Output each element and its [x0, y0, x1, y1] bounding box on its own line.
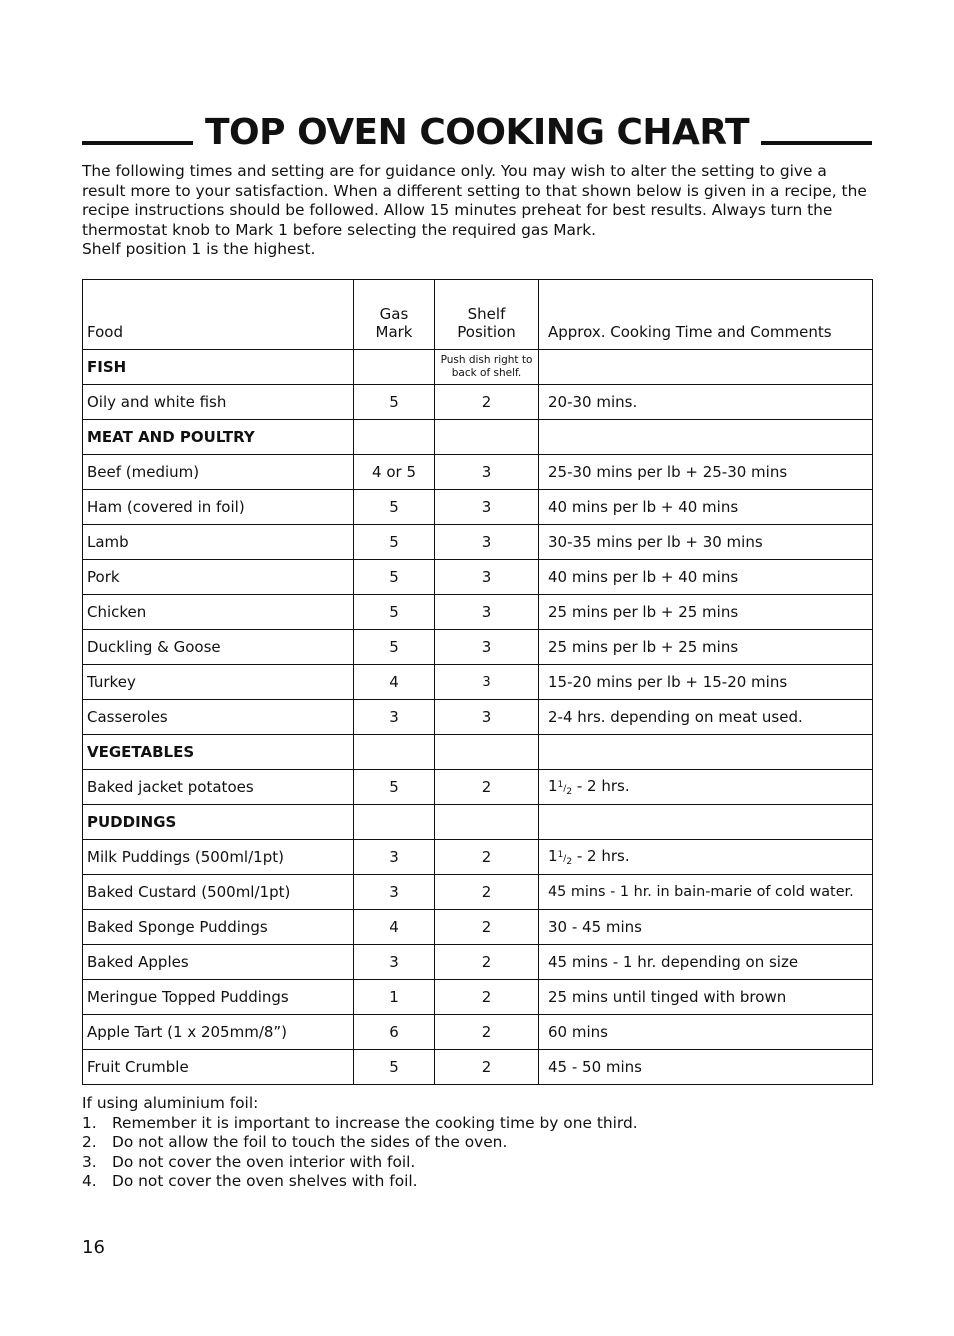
time-whole: 1: [548, 847, 558, 866]
header-shelf-position: [435, 280, 539, 350]
food-cell: Chicken: [83, 595, 354, 630]
list-item: [82, 1172, 872, 1192]
gas-cell: 5: [354, 490, 435, 525]
fraction-denominator: 2: [566, 856, 573, 867]
list-text: Do not allow the foil to touch the sides of the oven.: [112, 1133, 508, 1152]
table-row: [83, 630, 873, 665]
table-row: [83, 700, 873, 735]
table-row: [83, 980, 873, 1015]
time-cell: 2-4 hrs. depending on meat used.: [539, 700, 873, 735]
table-row: [83, 560, 873, 595]
table-row: [83, 910, 873, 945]
gas-cell: 5: [354, 595, 435, 630]
page-title: TOP OVEN COOKING CHART: [204, 112, 750, 153]
section-row-puddings: [83, 805, 873, 840]
foil-list: [82, 1114, 872, 1192]
time-cell: 20-30 mins.: [539, 385, 873, 420]
shelf-cell: 3: [435, 490, 539, 525]
time-cell: 25-30 mins per lb + 25-30 mins: [539, 455, 873, 490]
time-cell: 15-20 mins per lb + 15-20 mins: [539, 665, 873, 700]
food-cell: Milk Puddings (500ml/1pt): [83, 840, 354, 875]
gas-cell: 5: [354, 385, 435, 420]
intro-paragraph: The following times and setting are for guidance only. You may wish to alter the setting to give a result more to your satisfaction. When a different setting to that shown below is given in a recipe, the recipe instructions should be followed. Allow 15 minutes preheat for best results. Always turn the thermostat knob to Mark 1 before selecting the required gas Mark.: [82, 162, 867, 239]
shelf-cell: 2: [435, 980, 539, 1015]
table-row: [83, 1015, 873, 1050]
section-label: FISH: [83, 350, 354, 385]
shelf-cell: 2: [435, 910, 539, 945]
gas-cell: 4: [354, 910, 435, 945]
foil-heading: If using aluminium foil:: [82, 1094, 259, 1112]
list-text: Do not cover the oven interior with foil.: [112, 1152, 416, 1171]
time-cell: 25 mins per lb + 25 mins: [539, 595, 873, 630]
section-label: PUDDINGS: [83, 805, 354, 840]
food-cell: Duckling & Goose: [83, 630, 354, 665]
section-label: VEGETABLES: [83, 735, 354, 770]
time-rest: - 2 hrs.: [576, 847, 630, 866]
time-cell: 30 - 45 mins: [539, 910, 873, 945]
gas-cell: 6: [354, 1015, 435, 1050]
time-cell: 25 mins until tinged with brown: [539, 980, 873, 1015]
shelf-cell: 2: [435, 1050, 539, 1085]
shelf-cell: 2: [435, 945, 539, 980]
title-rule-right: [761, 141, 872, 145]
food-cell: Baked jacket potatoes: [83, 770, 354, 805]
food-cell: Baked Sponge Puddings: [83, 910, 354, 945]
list-item: [82, 1133, 872, 1153]
table-row: [83, 840, 873, 875]
intro-shelf-note: Shelf position 1 is the highest.: [82, 240, 316, 259]
table-row: [83, 595, 873, 630]
gas-cell: 5: [354, 525, 435, 560]
shelf-cell: 2: [435, 840, 539, 875]
table-row: [83, 455, 873, 490]
food-cell: Baked Custard (500ml/1pt): [83, 875, 354, 910]
gas-cell: 3: [354, 875, 435, 910]
gas-cell: 5: [354, 560, 435, 595]
list-text: Do not cover the oven shelves with foil.: [112, 1172, 418, 1191]
shelf-cell: 2: [435, 875, 539, 910]
list-number: 1.: [82, 1113, 97, 1132]
fraction-numerator: 1: [557, 850, 564, 861]
food-cell: Ham (covered in foil): [83, 490, 354, 525]
gas-cell: 4: [354, 665, 435, 700]
food-cell: Beef (medium): [83, 455, 354, 490]
time-whole: 1: [548, 777, 558, 796]
title-rule-left: [82, 141, 193, 145]
table-row: [83, 1050, 873, 1085]
shelf-cell: 2: [435, 385, 539, 420]
food-cell: Lamb: [83, 525, 354, 560]
header-food: Food: [83, 280, 354, 350]
header-cooking-time: Approx. Cooking Time and Comments: [539, 280, 873, 350]
gas-cell: 5: [354, 630, 435, 665]
time-cell: 40 mins per lb + 40 mins: [539, 560, 873, 595]
gas-cell: 3: [354, 700, 435, 735]
time-cell: 45 - 50 mins: [539, 1050, 873, 1085]
page-number: 16: [82, 1237, 105, 1258]
time-fraction: 1/2: [557, 780, 573, 797]
food-cell: Pork: [83, 560, 354, 595]
table-row: [83, 770, 873, 805]
time-cell: 30-35 mins per lb + 30 mins: [539, 525, 873, 560]
title-row: [82, 110, 872, 156]
shelf-cell: 3: [435, 595, 539, 630]
time-cell: 40 mins per lb + 40 mins: [539, 490, 873, 525]
shelf-cell: 2: [435, 770, 539, 805]
list-item: [82, 1114, 872, 1134]
header-gas-line2: Mark: [375, 323, 413, 341]
list-number: 2.: [82, 1133, 97, 1152]
time-cell: [539, 840, 873, 875]
table-row: [83, 875, 873, 910]
header-gas-line1: Gas: [379, 305, 409, 323]
intro-text: [82, 162, 872, 260]
table-header-row: [83, 280, 873, 350]
shelf-cell: 2: [435, 1015, 539, 1050]
list-number: 3.: [82, 1152, 97, 1171]
food-cell: Turkey: [83, 665, 354, 700]
fraction-numerator: 1: [557, 780, 564, 791]
gas-cell: 5: [354, 770, 435, 805]
section-row-vegetables: [83, 735, 873, 770]
shelf-cell: 3: [435, 665, 539, 700]
table-row: [83, 665, 873, 700]
shelf-cell: 3: [435, 525, 539, 560]
shelf-cell: 3: [435, 455, 539, 490]
header-shelf-line2: Position: [457, 323, 516, 341]
food-cell: Apple Tart (1 x 205mm/8”): [83, 1015, 354, 1050]
header-gas-mark: [354, 280, 435, 350]
gas-cell: 3: [354, 840, 435, 875]
section-row-fish: [83, 350, 873, 385]
gas-cell: 3: [354, 945, 435, 980]
food-cell: Fruit Crumble: [83, 1050, 354, 1085]
list-number: 4.: [82, 1172, 97, 1191]
shelf-note: Push dish right to back of shelf.: [435, 350, 539, 385]
list-item: [82, 1153, 872, 1173]
time-fraction: 1/2: [557, 850, 573, 867]
food-cell: Casseroles: [83, 700, 354, 735]
gas-cell: 5: [354, 1050, 435, 1085]
table-row: [83, 385, 873, 420]
time-cell: [539, 770, 873, 805]
table-row: [83, 525, 873, 560]
time-cell: 45 mins - 1 hr. depending on size: [539, 945, 873, 980]
food-cell: Meringue Topped Puddings: [83, 980, 354, 1015]
header-shelf-line1: Shelf: [467, 305, 506, 323]
list-text: Remember it is important to increase the cooking time by one third.: [112, 1113, 638, 1132]
table-row: [83, 490, 873, 525]
shelf-cell: 3: [435, 560, 539, 595]
time-cell: 25 mins per lb + 25 mins: [539, 630, 873, 665]
shelf-cell: 3: [435, 700, 539, 735]
time-cell: 60 mins: [539, 1015, 873, 1050]
food-cell: Oily and white fish: [83, 385, 354, 420]
cooking-chart-table: [82, 279, 873, 1085]
fraction-denominator: 2: [566, 786, 573, 797]
section-label: MEAT AND POULTRY: [83, 420, 354, 455]
section-row-meat: [83, 420, 873, 455]
time-rest: - 2 hrs.: [576, 777, 630, 796]
foil-instructions: [82, 1094, 872, 1192]
food-cell: Baked Apples: [83, 945, 354, 980]
table-row: [83, 945, 873, 980]
shelf-cell: 3: [435, 630, 539, 665]
time-cell: 45 mins - 1 hr. in bain-marie of cold water.: [539, 875, 873, 910]
gas-cell: 1: [354, 980, 435, 1015]
gas-cell: 4 or 5: [354, 455, 435, 490]
